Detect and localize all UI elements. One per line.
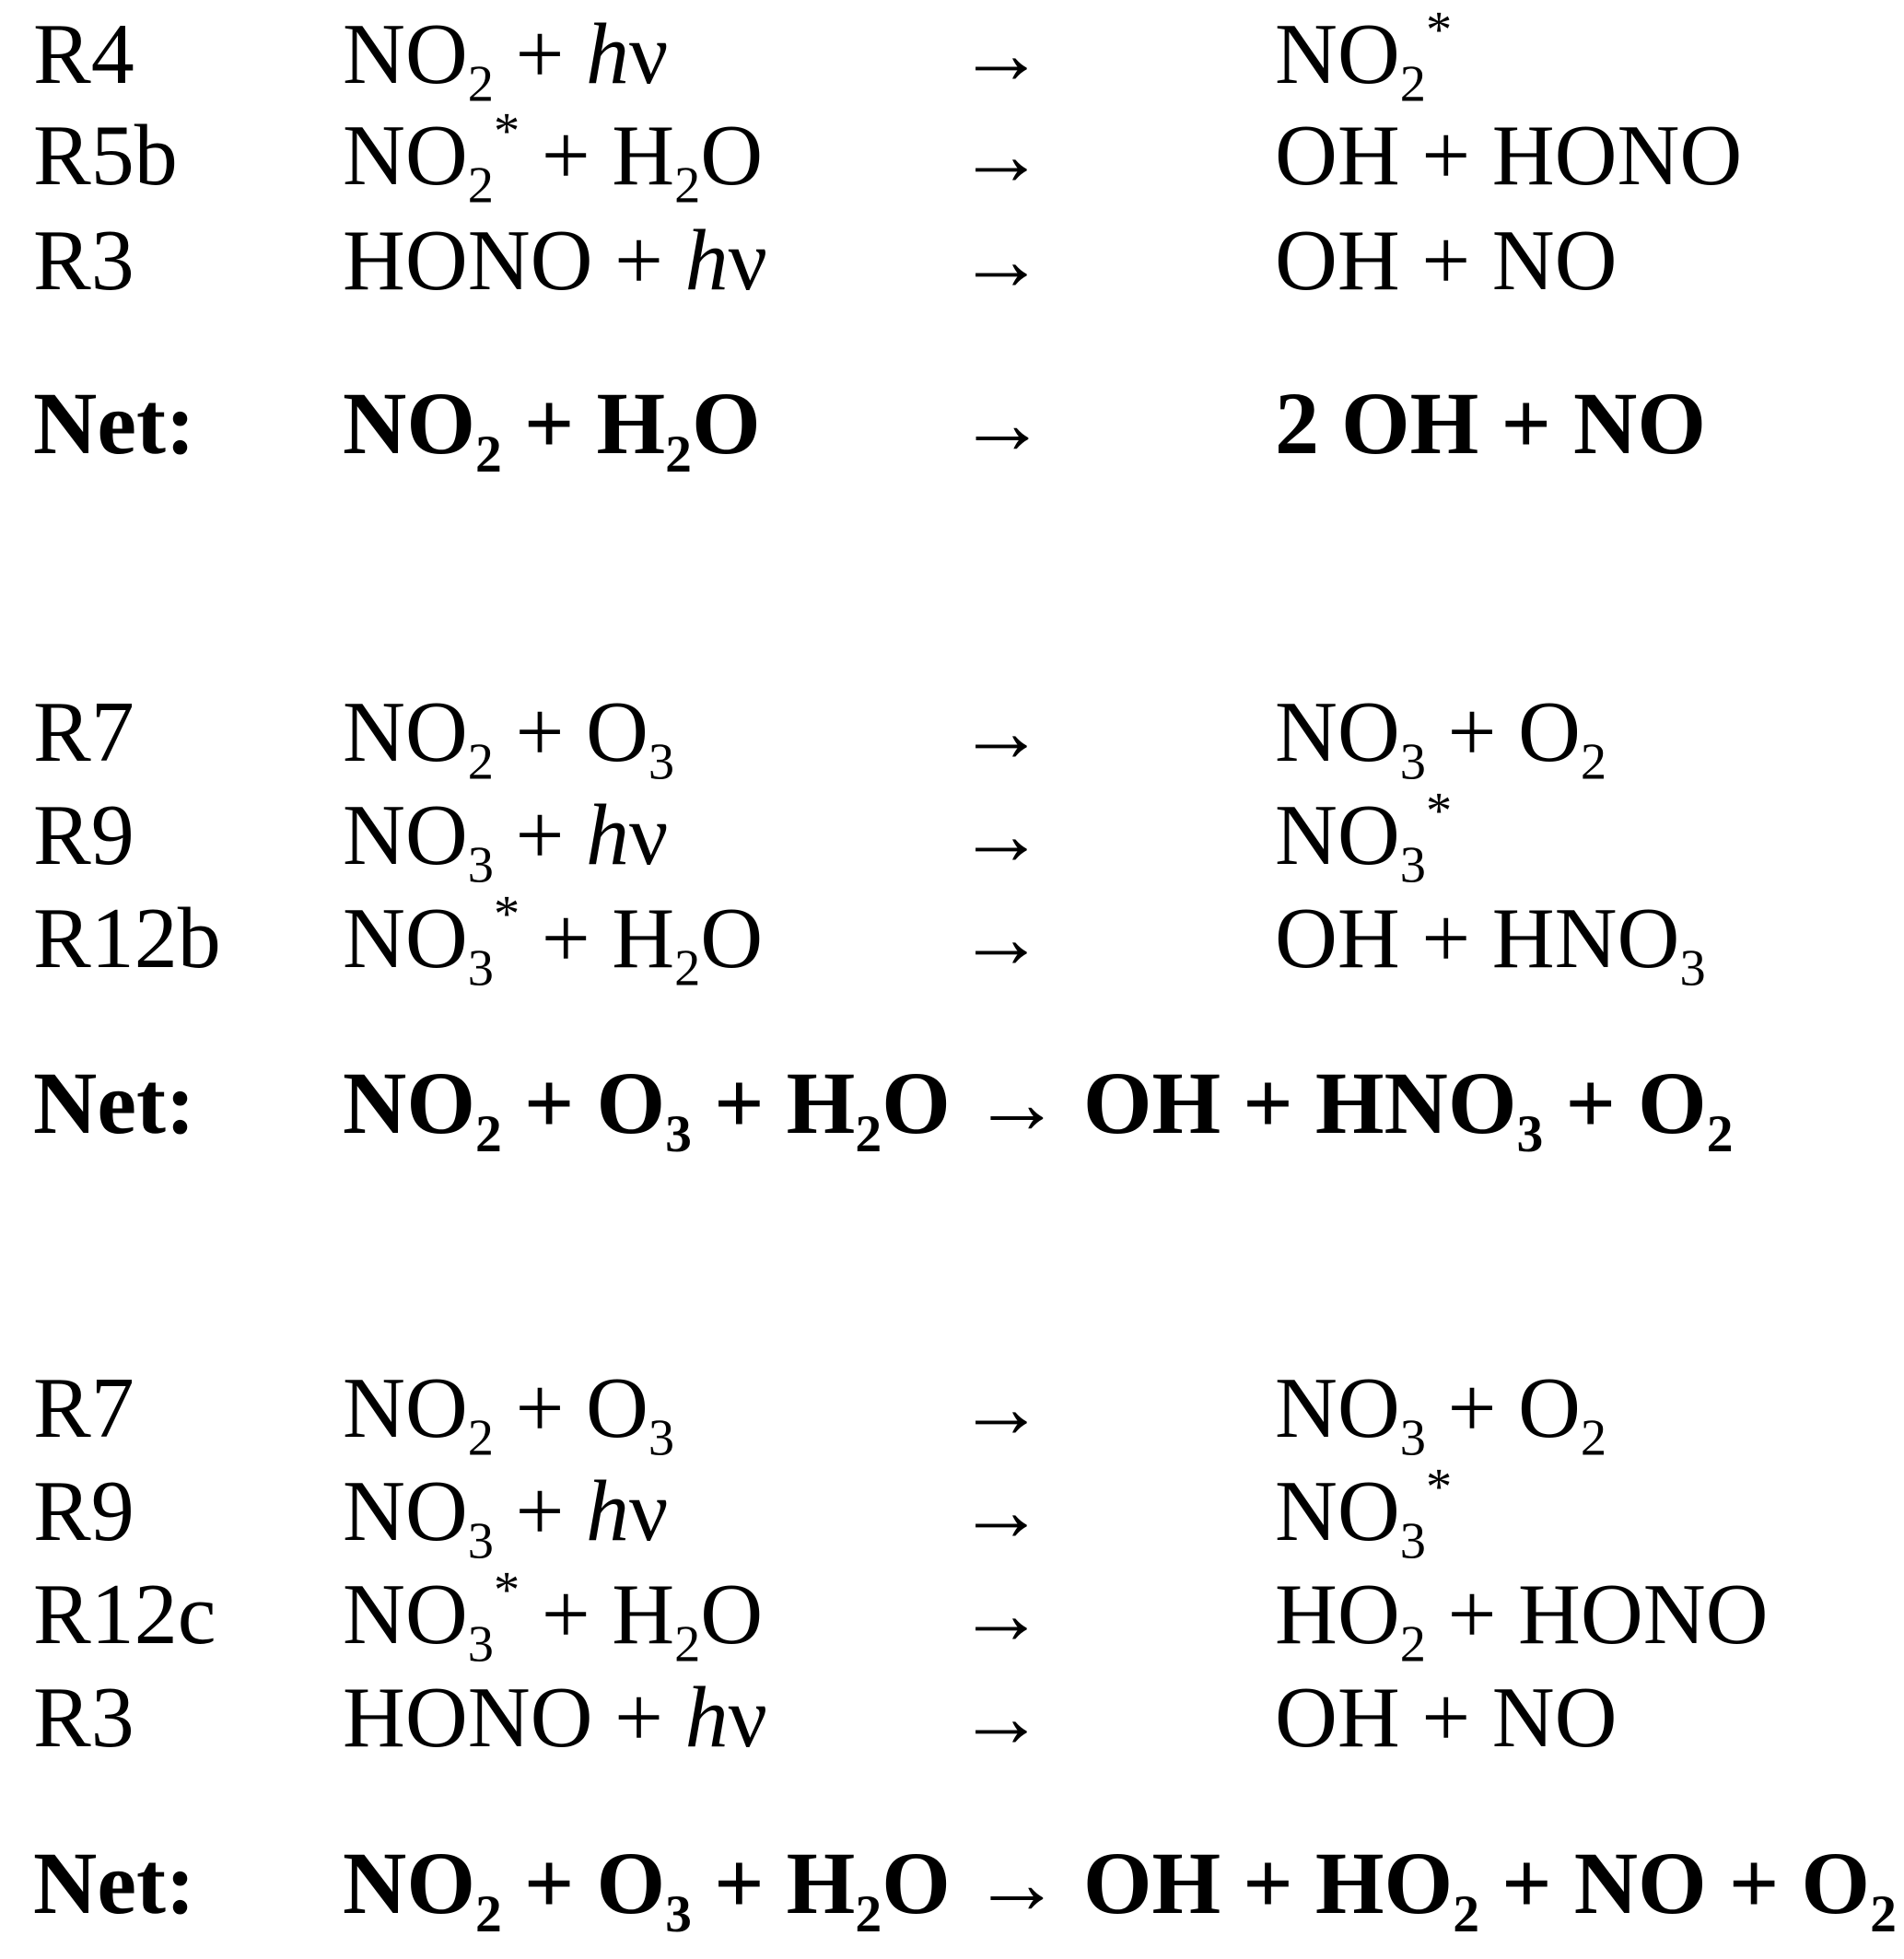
reactants (343, 1358, 675, 1467)
formula-text: + NO + O (1479, 1834, 1871, 1932)
italic-symbol: h (684, 1670, 729, 1766)
subscript: 3 (1679, 939, 1706, 997)
products (1275, 782, 1453, 894)
formula-text: NO (343, 1463, 468, 1559)
reaction-label: R4 (33, 6, 134, 102)
reactants (343, 1561, 764, 1673)
reaction-label: R3 (33, 1670, 134, 1766)
formula-text: NO (343, 1054, 475, 1152)
formula-text: HONO + (343, 213, 685, 309)
reaction-arrow: → (958, 1360, 1045, 1456)
subscript: 2 (467, 55, 494, 113)
subscript: 2 (1453, 1885, 1479, 1944)
subscript: 2 (475, 1105, 502, 1164)
reaction-arrow: → (958, 6, 1045, 102)
formula-text: + O (493, 1360, 648, 1456)
formula-text: NO (1275, 787, 1400, 883)
reaction-arrow: → (958, 1670, 1045, 1766)
italic-symbol: h (586, 6, 629, 102)
subscript: 2 (855, 1885, 882, 1944)
formula-text: OH + HONO (1275, 108, 1743, 204)
subscript: 2 (665, 426, 692, 484)
reactants (343, 885, 764, 997)
formula-text: O (700, 1567, 764, 1662)
formula-text: NO (343, 1360, 468, 1456)
italic-symbol: h (684, 213, 729, 309)
subscript: 3 (665, 1885, 692, 1944)
formula-text: ν (629, 1463, 669, 1559)
formula-text: NO (343, 787, 468, 883)
reaction-row (0, 1667, 1904, 1768)
superscript: * (493, 102, 520, 160)
reaction-row (0, 210, 1904, 311)
formula-text: NO (343, 1834, 475, 1932)
subscript: 3 (467, 1615, 494, 1673)
products (1275, 1458, 1453, 1570)
subscript: 3 (648, 1409, 675, 1467)
reaction-arrow: → (958, 684, 1045, 780)
superscript: * (1425, 1458, 1453, 1516)
superscript: * (493, 885, 520, 943)
net-reaction-row (0, 373, 1904, 484)
subscript: 2 (674, 939, 701, 997)
formula-text: OH + NO (1275, 1670, 1618, 1766)
formula-text: + O (1425, 1360, 1581, 1456)
net-products (1275, 373, 1706, 474)
formula-text: O (700, 891, 764, 986)
reaction-label: R3 (33, 213, 134, 309)
formula-text: 2 OH + NO (1275, 374, 1707, 472)
reaction-arrow: → (958, 213, 1045, 309)
formula-text: ν (728, 213, 768, 309)
subscript: 2 (674, 1615, 701, 1673)
subscript: 2 (674, 157, 701, 215)
net-reaction-row (0, 1833, 1904, 1944)
formula-text: HO (1275, 1567, 1400, 1662)
formula-text: O → OH + HO (882, 1834, 1454, 1932)
formula-text: + (493, 787, 586, 883)
net-label: Net: (33, 1834, 195, 1932)
subscript: 2 (1399, 55, 1426, 113)
formula-text: NO (1275, 1463, 1400, 1559)
subscript: 3 (1399, 836, 1426, 894)
formula-text: + O (1425, 684, 1581, 780)
products (1275, 1358, 1607, 1467)
net-reaction-row (0, 1053, 1904, 1164)
formula-text: + O (501, 1834, 666, 1932)
reaction-label: R12b (33, 891, 221, 986)
net-label: Net: (33, 374, 195, 472)
subscript: 2 (475, 426, 502, 484)
formula-text: NO (343, 891, 468, 986)
superscript: * (1425, 782, 1453, 840)
formula-text: NO (343, 6, 468, 102)
superscript: * (493, 1561, 520, 1619)
formula-text: + H (691, 1054, 856, 1152)
subscript: 3 (1399, 733, 1426, 791)
subscript: 3 (467, 939, 494, 997)
formula-text: ν (629, 6, 669, 102)
formula-text: NO (1275, 1360, 1400, 1456)
products (1275, 1667, 1618, 1768)
subscript: 2 (855, 1105, 882, 1164)
formula-text: ν (629, 787, 669, 883)
net-equation (343, 1053, 1734, 1164)
formula-text: + H (520, 108, 675, 204)
reaction-label: R7 (33, 684, 134, 780)
reaction-row (0, 1, 1904, 113)
formula-text: NO (343, 374, 475, 472)
reaction-row (0, 1561, 1904, 1673)
reaction-row (0, 885, 1904, 997)
formula-text: + HONO (1425, 1567, 1769, 1662)
subscript: 2 (467, 1409, 494, 1467)
reactants (343, 785, 669, 894)
reactants (343, 1461, 669, 1570)
products (1275, 1564, 1769, 1673)
formula-text: NO (343, 108, 468, 204)
formula-text: + (493, 6, 586, 102)
reaction-row (0, 682, 1904, 791)
products (1275, 105, 1742, 206)
net-arrow: → (958, 374, 1046, 472)
italic-symbol: h (586, 787, 629, 883)
subscript: 3 (648, 733, 675, 791)
formula-text: NO (1275, 684, 1400, 780)
reaction-label: R7 (33, 1360, 134, 1456)
formula-text: + O (1543, 1054, 1707, 1152)
subscript: 3 (467, 1512, 494, 1570)
formula-text: + H (691, 1834, 856, 1932)
subscript: 3 (665, 1105, 692, 1164)
formula-text: + O (501, 1054, 666, 1152)
subscript: 3 (1399, 1512, 1426, 1570)
subscript: 2 (1399, 1615, 1426, 1673)
formula-text: ν (728, 1670, 768, 1766)
formula-text: + H (520, 1567, 675, 1662)
reactants (343, 210, 767, 311)
subscript: 2 (1580, 1409, 1607, 1467)
formula-text: + (493, 1463, 586, 1559)
reaction-row (0, 102, 1904, 215)
italic-symbol: h (586, 1463, 629, 1559)
formula-text: HONO + (343, 1670, 685, 1766)
formula-text: NO (343, 1567, 468, 1662)
subscript: 2 (1870, 1885, 1897, 1944)
superscript: * (1425, 1, 1453, 59)
reactants (343, 682, 675, 791)
products (1275, 1, 1453, 113)
reaction-label: R9 (33, 1463, 134, 1559)
reaction-row (0, 1458, 1904, 1570)
formula-text: O (691, 374, 761, 472)
products (1275, 210, 1618, 311)
products (1275, 888, 1706, 997)
reactants (343, 1667, 767, 1768)
reaction-label: R9 (33, 787, 134, 883)
reaction-label: R12c (33, 1567, 216, 1662)
net-label: Net: (33, 1054, 195, 1152)
net-reactants (343, 373, 761, 484)
formula-text: OH + NO (1275, 213, 1618, 309)
subscript: 2 (467, 157, 494, 215)
subscript: 2 (1706, 1105, 1734, 1164)
reaction-arrow: → (958, 1567, 1045, 1662)
products (1275, 682, 1607, 791)
formula-text: O → OH + HNO (882, 1054, 1517, 1152)
reaction-arrow: → (958, 1463, 1045, 1559)
subscript: 3 (1516, 1105, 1544, 1164)
reaction-row (0, 782, 1904, 894)
formula-text: OH + HNO (1275, 891, 1680, 986)
reaction-arrow: → (958, 108, 1045, 204)
formula-text: NO (1275, 6, 1400, 102)
subscript: 3 (1399, 1409, 1426, 1467)
reactants (343, 4, 669, 113)
subscript: 2 (1580, 733, 1607, 791)
subscript: 3 (467, 836, 494, 894)
formula-text: O (700, 108, 764, 204)
net-equation (343, 1833, 1897, 1944)
reaction-arrow: → (958, 891, 1045, 986)
reaction-label: R5b (33, 108, 178, 204)
reactants (343, 102, 764, 215)
reaction-arrow: → (958, 787, 1045, 883)
subscript: 2 (467, 733, 494, 791)
formula-text: NO (343, 684, 468, 780)
formula-text: + H (501, 374, 666, 472)
formula-text: + H (520, 891, 675, 986)
subscript: 2 (475, 1885, 502, 1944)
reaction-row (0, 1358, 1904, 1467)
formula-text: + O (493, 684, 648, 780)
